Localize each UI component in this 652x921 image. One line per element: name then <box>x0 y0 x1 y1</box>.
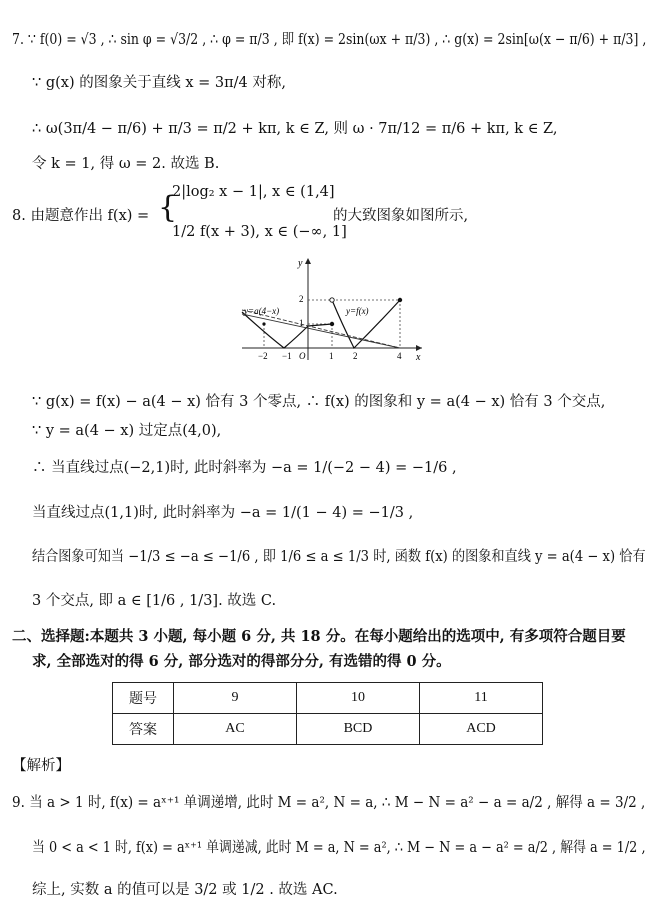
answer-table-row <box>113 714 543 745</box>
q8-case-1: 2|log₂ x − 1|, x ∈ (1,4] <box>172 184 335 200</box>
header-cell: 9 <box>174 683 297 714</box>
section2-heading-1: 二、选择题:本题共 3 小题, 每小题 6 分, 共 18 分。在每小题给出的选项中, 有多项符合题目要 <box>12 628 626 645</box>
answer-cell: AC <box>174 714 297 745</box>
q8-line-3: ∵ y = a(4 − x) 过定点(4,0), <box>32 423 222 439</box>
tick-x-1: 1 <box>329 351 334 361</box>
line-a-4-x-2 <box>242 314 400 348</box>
answer-table-header-row <box>113 683 543 714</box>
analysis-label: 【解析】 <box>12 758 70 774</box>
header-cell: 11 <box>420 683 543 714</box>
tick-x-neg2: −2 <box>258 351 268 361</box>
tick-x-neg1: −1 <box>282 351 292 361</box>
tick-y-1: 1 <box>299 318 304 328</box>
tick-y-2: 2 <box>299 294 304 304</box>
header-cell: 10 <box>297 683 420 714</box>
q8-line-1-prefix: 8. 由题意作出 f(x) = <box>12 208 150 224</box>
q8-case-2: 1/2 f(x + 3), x ∈ (−∞, 1] <box>172 224 347 240</box>
q9-line-1: 9. 当 a > 1 时, f(x) = aˣ⁺¹ 单调递增, 此时 M = a², N = a, ∴ M − N = a² − a = a/2 , 解得 a = 3/2 , <box>12 795 646 811</box>
y-axis-label: y <box>298 258 303 269</box>
tick-x-2: 2 <box>353 351 358 361</box>
curve-left <box>242 312 332 348</box>
answer-cell: BCD <box>297 714 420 745</box>
q8-line-6: 结合图象可知当 −1/3 ≤ −a ≤ −1/6 , 即 1/6 ≤ a ≤ 1/3 时, 函数 f(x) 的图象和直线 y = a(4 − x) 恰有 <box>32 549 646 565</box>
q7-line-3: ∴ ω(3π/4 − π/6) + π/3 = π/2 + kπ, k ∈ Z, 则 ω · 7π/12 = π/6 + kπ, k ∈ Z, <box>32 121 558 137</box>
q8-function-graph <box>238 254 426 366</box>
q8-line-2: ∵ g(x) = f(x) − a(4 − x) 恰有 3 个零点, ∴ f(x) 的图象和 y = a(4 − x) 恰有 3 个交点, <box>32 394 606 410</box>
section2-heading-2: 求, 全部选对的得 6 分, 部分选对的得部分分, 有选错的得 0 分。 <box>32 653 451 670</box>
answer-table <box>112 682 543 745</box>
q8-line-4: ∴ 当直线过点(−2,1)时, 此时斜率为 −a = 1/(−2 − 4) = −1/6 , <box>32 460 457 476</box>
q8-line-5: 当直线过点(1,1)时, 此时斜率为 −a = 1/(1 − 4) = −1/3 , <box>32 505 414 521</box>
q9-line-3: 综上, 实数 a 的值可以是 3/2 或 1/2 . 故选 AC. <box>32 882 338 898</box>
x-axis-arrow <box>416 345 422 351</box>
answer-cell: ACD <box>420 714 543 745</box>
q9-line-2: 当 0 < a < 1 时, f(x) = aˣ⁺¹ 单调递减, 此时 M = a, N = a², ∴ M − N = a − a² = a/2 , 解得 a = 1/2 , <box>32 840 646 856</box>
origin-label: O <box>299 351 306 361</box>
x-axis-label: x <box>416 352 421 363</box>
curve-label: y=f(x) <box>346 306 369 316</box>
y-axis-arrow <box>305 258 311 264</box>
q7-line-4: 令 k = 1, 得 ω = 2. 故选 B. <box>32 156 220 172</box>
q7-line-2: ∵ g(x) 的图象关于直线 x = 3π/4 对称, <box>32 75 286 91</box>
tick-x-4: 4 <box>397 351 402 361</box>
line-label: y=a(4−x) <box>244 306 280 316</box>
q8-case-brace: { <box>158 190 178 225</box>
q7-line-1: 7. ∵ f(0) = √3 , ∴ sin φ = √3/2 , ∴ φ = π/3 , 即 f(x) = 2sin(ωx + π/3) , ∴ g(x) = 2sin[ω(x − π/6) + π/3] , <box>12 32 647 48</box>
header-cell: 题号 <box>113 683 174 714</box>
q8-line-7: 3 个交点, 即 a ∈ [1/6 , 1/3]. 故选 C. <box>32 593 277 609</box>
answer-cell: 答案 <box>113 714 174 745</box>
q8-line-1-suffix: 的大致图象如图所示, <box>333 208 469 224</box>
